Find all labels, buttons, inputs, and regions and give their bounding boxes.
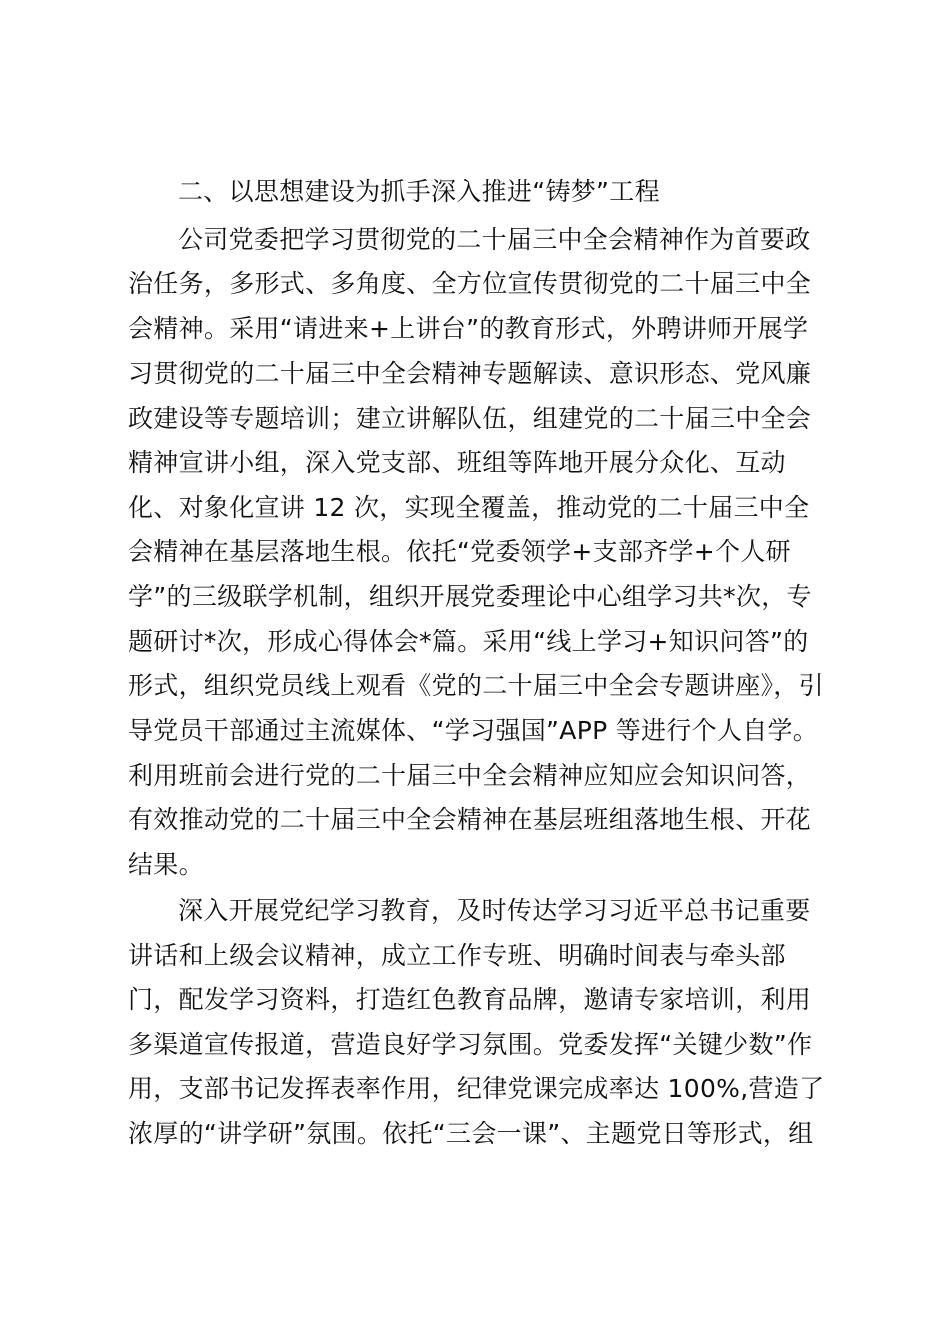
text-line: 导党员干部通过主流媒体、“学习强国”APP 等进行个人自学。 xyxy=(128,716,819,745)
text-line: 浓厚的“讲学研”氛围。依托“三会一课”、主题党日等形式，组 xyxy=(128,1119,814,1148)
text-line: 题研讨*次，形成心得体会*篇。采用“线上学习+知识问答”的 xyxy=(128,627,809,656)
text-line: 用，支部书记发挥表率作用，纪律党课完成率达 100%,营造了 xyxy=(128,1074,825,1103)
text-line: 多渠道宣传报道，营造良好学习氛围。党委发挥“关键少数”作 xyxy=(128,1030,813,1059)
text-line: 化、对象化宣讲 12 次，实现全覆盖，推动党的二十届三中全 xyxy=(128,493,810,522)
section-heading: 二、以思想建设为抓手深入推进“铸梦”工程 xyxy=(178,177,660,206)
text-line: 门，配发学习资料，打造红色教育品牌，邀请专家培训，利用 xyxy=(128,985,812,1014)
text-line: 公司党委把学习贯彻党的二十届三中全会精神作为首要政 xyxy=(178,225,811,254)
text-line: 习贯彻党的二十届三中全会精神专题解读、意识形态、党风廉 xyxy=(128,359,812,388)
text-line: 结果。 xyxy=(128,850,204,879)
text-line: 政建设等专题培训；建立讲解队伍，组建党的二十届三中全会 xyxy=(128,404,812,433)
text-line: 会精神。采用“请进来+上讲台”的教育形式，外聘讲师开展学 xyxy=(128,314,809,343)
text-line: 精神宣讲小组，深入党支部、班组等阵地开展分众化、互动 xyxy=(128,448,786,477)
text-line: 深入开展党纪学习教育，及时传达学习习近平总书记重要 xyxy=(178,896,811,925)
text-line: 利用班前会进行党的二十届三中全会精神应知应会知识问答， xyxy=(128,761,812,790)
text-line: 讲话和上级会议精神，成立工作专班、明确时间表与牵头部 xyxy=(128,941,786,970)
text-line: 治任务，多形式、多角度、全方位宣传贯彻党的二十届三中全 xyxy=(128,269,812,298)
text-line: 形式，组织党员线上观看《党的二十届三中全会专题讲座》，引 xyxy=(128,671,824,700)
text-line: 有效推动党的二十届三中全会精神在基层班组落地生根、开花 xyxy=(128,805,812,834)
text-line: 学”的三级联学机制，组织开展党委理论中心组学习共*次，专 xyxy=(128,582,812,611)
text-line: 会精神在基层落地生根。依托“党委领学+支部齐学+个人研 xyxy=(128,537,791,566)
